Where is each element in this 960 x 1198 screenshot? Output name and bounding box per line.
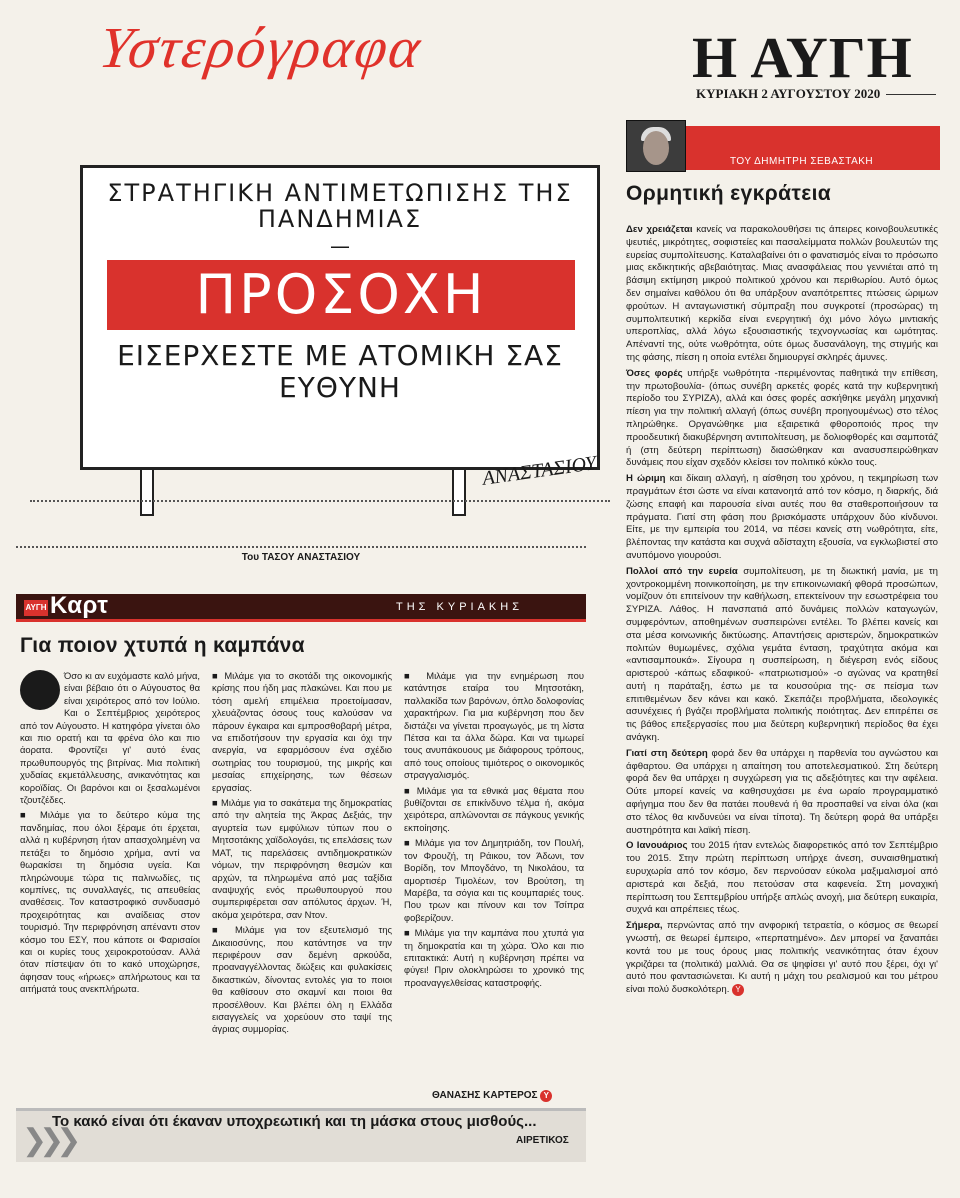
kart-column-3 (404, 670, 584, 992)
kart-header (16, 594, 586, 622)
kart-paragraph: ■ Μιλάμε για τα εθνικά μας θέματα που βυθίζονται σε επικίνδυνο τέλμα ή, ακόμα χειρότερα, απλώνονται σε πάγκους γενικής εκποίησης. (404, 784, 584, 833)
editorial-paragraph: Όσες φορές υπήρξε νωθρότητα -περιμένοντας παθητικά την επίθεση, την πρωτοβουλία- (όπως συνέβη αρκετές φορές κατά την κυβερνητική περίοδο του ΣΥΡΙΖΑ), αλλά και όσες φορές ασκήθηκε μεγάλη μηχανική πίεση για την πολιτική αλλαγή (όπως συνέβη προηγουμένως) στο τέλος πληρώθηκε. Οργανώθηκε μια εξαιρετικά φθοροποιός προς την προοδευτική διακυβέρνηση αντιπολίτευση, με δολιοφθορές και σαμποτάζ ή (στη δεύτερη περίπτωση) διασώθηκαν και ανασυσπειρώθηκαν δυνάμεις που είχαν σχεδόν κλείσει τον πολιτικό κύκλο τους. (626, 367, 938, 469)
paragraph-lead: Η ώριμη (626, 473, 666, 485)
quote-text: Το κακό είναι ότι έκαναν υποχρεωτική και τη μάσκα στους μισθούς... (52, 1113, 537, 1130)
paragraph-lead: Γιατί στη δεύτερη (626, 747, 708, 759)
editorial-body (626, 224, 938, 1000)
editorial-paragraph: Δεν χρειάζεται κανείς να παρακολουθήσει τις άπειρες κοινοβουλευτικές ψευτιές, μικρότητες, σοφιστείες και πασαλείμματα πολλών βουλευτών της ευρείας συμπολίτευσης. Καταλαβαίνει ότι ο φανατισμός είναι το πρόσωπο μιας εκδικητικής αβεβαιότητας. Μιας ανασφάλειας που γεννιέται από τη βάσιμη εκτίμηση μικρού πολιτικού χρόνου και περιθωρίου. Αυτό όμως δεν σημαίνει καθόλου ότι θα υπάρξουν αναπότρεπτες πτώσεις ώριμων φρούτων. Η ανταγωνιστική σύμπραξη που συγκροτεί (προσώρας) τη συμπολιτευτική κερκίδα είναι ενεργητική όχι μόνο λόγω μιντιακής υπεροπλίας, αλλά λόγω εξουσιαστικής τεχνογνωσίας και ωμότητας. Απέναντί της, ούτε νωθρότητα, ούτε όμως δυσανάλογη, της στιγμής και της φάσης, πίεση η οποία εντέλει δημιουργεί σκληρές άμυνες. (626, 224, 938, 363)
cartoon-sign (80, 165, 600, 470)
kart-paragraph: ■ Μιλάμε για τον εξευτελισμό της Δικαιοσύνης, που κατάντησε να την περιφέρουν σαν δεμένη αρκούδα, προαναγγέλλοντας διώξεις και φυλακίσεις δικαστικών, δίνοντας εντολές για το ποιοι θα καθίσουν στο σκαμνί και ποιοι θα προσέλθουν. Και βλέπει όλη η Ελλάδα εισαγγελείς να χορεύουν στο ταψί της άγριας συμμορίας. (212, 924, 392, 1035)
editorial-paragraph: Γιατί στη δεύτερη φορά δεν θα υπάρχει η παρθενία του αγνώστου και άφθαρτου. Θα υπάρχει η απαίτηση του αποτελεσματικού. Στη δεύτερη φορά δεν θα υπάρχει η συγχώρεση για τις αδεξιότητες και την αφέλεια. Ούτε μπορεί κανείς να καθησυχάσει με ένα ωραίο προγραμματικό αφήγημα που δεν θα πατάει πουθενά ή θα προσπαθεί να είναι όλα (και στο τέλος θα κινδυνεύει να είναι τίποτα). Τη δεύτερη φορά θα υπάρξει αυστηρότητα και λαϊκή πίεση. (626, 747, 938, 836)
editorial-paragraph: Πολλοί από την ευρεία συμπολίτευση, με τη διωκτική μανία, με τη χοντροκομμένη ποινικοποίηση, με την επικοινωνιακή φθορά προσώπων, νομίζουν ότι επιτείνουν την καθήλωση, επεκτείνουν την εσωστρέφεια του ΣΥΡΙΖΑ. Λάθος. Η πανσπατιά από δυνάμεις πολλών καταγωγών, συμφερόντων, αποθημένων συσπειρώνει εντέλει. Το βλέπει κανείς και στα μέσα κοινωνικής δικτύωσης. Απαντήσεις αριστερών, δημοκρατικών πολιτών θυμωμένες, σχόλια γεμάτα ένταση, τραχύτητα ακόμα και «αντισαμπουκά». Σίγουρα η συσπείρωση, η διέγερση ενός είδους αριστερού -κάπως εδαφικού- «πατριωτισμού» -ο αγώνας να κρατηθεί αυτή η παράταξη, έστω με τα κουσούρια της- σε πείσμα των επιτιθεμένων δεν κάνει και κακό. Σκεπάζει προβλήματα, ιδεολογικές ασυνέχειες ή βγάζει προβλήματα πολιτικής ποιότητας. Δεν επιτρέπει σε τις βάθος επεξεργασίες που μια δεύτερη κυβερνητική περίοδος θα έχει ανάγκη. (626, 565, 938, 744)
kart-signature (432, 1090, 552, 1102)
editorial-paragraph: Ο Ιανουάριος του 2015 ήταν εντελώς διαφορετικός από τον Σεπτέμβριο του 2015. Στην πρώτη περίπτωση υπήρχε άνεση, συναισθηματική ευρυχωρία από τον κόσμο, δεν περνούσαν εύκολα μαξιμαλισμοί από αριστερά και δεξιά, που πετούσαν στα καφενεία. Στη μοναχική περίπτωση του Σεπτεμβρίου υπήρξε απλώς ανοχή, μια δεύτερη ευκαιρία, συχνά και απρέπειες τέως. (626, 840, 938, 916)
newspaper-masthead: Η ΑΥΓΗ (692, 25, 913, 90)
sign-bottom-text: ΕΙΣΕΡΧΕΣΤΕ ΜΕ ΑΤΟΜΙΚΗ ΣΑΣ ΕΥΘΥΝΗ (117, 339, 563, 404)
kart-paragraph: ■ Μιλάμε για την καμπάνα που χτυπά για τη δημοκρατία και τη χώρα. Όλο και πιο επιτακτικά: Αυτή η κυβέρνηση πρέπει να φύγει! Πριν ολοκληρώσει το χρονικό της προαναγγελθείσας καταστροφής. (404, 927, 584, 988)
cartoon-credit (16, 546, 586, 563)
kart-subtitle: ΤΗΣ ΚΥΡΙΑΚΗΣ (396, 601, 524, 613)
kart-signature-text: ΘΑΝΑΣΗΣ ΚΑΡΤΕΡΟΣ (432, 1090, 538, 1101)
paragraph-lead: Σήμερα, (626, 920, 663, 932)
sign-post-left (140, 468, 154, 516)
sign-post-right (452, 468, 466, 516)
end-mark-icon: Y (732, 984, 744, 996)
editorial-paragraph: Η ώριμη και δίκαιη αλλαγή, η αίσθηση του χρόνου, η τεκμηρίωση των πραγμάτων έτσι ώστε να είναι κατανοητά από τον κόσμο, η διαρκής, διά ζώσης επαφή και παρουσία είναι αυτές που θα σταθεροποιήσουν τα πράγματα. Γιατί στη φάση που βρισκόμαστε υπάρχουν δύο κίνδυνοι. Είτε, με την εμπειρία του 2014, να πέσει κανείς στη νωθρότητα, είτε, βλέποντας την κατάστα και συχνά αδίσταχτη εξουσία, να εγκλωβιστεί στο ανυπόμονο γιουρούσι. (626, 473, 939, 561)
author-photo (626, 120, 686, 172)
drop-cap (20, 670, 60, 710)
date-rule (886, 94, 936, 95)
chevrons-icon: ❯❯❯ (22, 1124, 74, 1157)
kart-paragraph: ■ Μιλάμε για το δεύτερο κύμα της πανδημίας, που όλοι ξέραμε ότι έρχεται, αλλά η κυβέρνηση ήταν απασχολημένη να πετάξει το δημόσιο χρήμα, αντί να θωρακίσει τη δημόσια υγεία. Και πληρώνουμε τώρα τις παλινωδίες, τις κομπίνες, τις συναλλαγές, τις απευθείας αναθέσεις. Τον καταστροφικό συνδυασμό προχειρότητας και αναίδειας στον τουρισμό. Την περιφρόνηση απέναντι στον κόσμο του ΕΣΥ, που κάποτε οι Φαρισαίοι και οι κυρίες τους χειροκροτούσαν. Αλλά όταν πίστεψαν ότι το κακό υποχώρησε, άφησαν τους «ήρωες» απλήρωτους και τα αιτήματά τους ανεκπλήρωτα. (20, 809, 200, 995)
kart-headline: Για ποιον χτυπά η καμπάνα (20, 634, 305, 657)
kart-column-1 (20, 670, 200, 999)
cartoon-ground (30, 500, 610, 504)
paragraph-lead: Όσες φορές (626, 367, 683, 379)
author-photo-face (643, 131, 669, 165)
cartoonist-signature: ΑΝΑΣΤΑΣΙΟΥ (480, 452, 598, 490)
kart-paragraph: ■ Μιλάμε για το σακάτεμα της δημοκρατίας από την αλητεία της Άκρας Δεξιάς, την αγυρτεία των εμφύλιων τύπων που ο Μητσοτάκης χαϊδολογάει, τις επελάσεις των ΜΑΤ, τις παρελάσεις αντιδημοκρατικών νόμων, την περιφρόνηση θεσμών και αρχών, τα πληρωμένα από μας ταξίδια αναψυχής ενός πρωθυπουργού που συμπεριφέρεται σαν απόλυτος άρχων. Ή, ακόμα χειρότερα, σαν Ντον. (212, 797, 392, 920)
sign-dash: — (330, 234, 350, 258)
paragraph-lead: Δεν χρειάζεται (626, 224, 693, 235)
editorial-author: ΤΟΥ ΔΗΜΗΤΡΗ ΣΕΒΑΣΤΑΚΗ (730, 156, 874, 167)
end-mark-icon: Y (540, 1090, 552, 1102)
kart-paragraph: ■ Μιλάμε για τον Δημητριάδη, τον Πουλή, τον Φρουζή, τη Ράικου, τον Άδωνι, τον Βορίδη, τον Μπογδάνο, τη Νικολάου, τα αμορτισέρ Τιμολέων, τον Βρούτση, τη Μαρέβα, τα σόγια και τις κουμπαριές τους. Που τρων και πίνουν και τον Τσίπρα φοβερίζουν. (404, 837, 584, 923)
sign-warning-banner: ΠΡΟΣΟΧΗ (107, 260, 575, 330)
kart-column-2 (212, 670, 392, 1039)
sign-top-text: ΣΤΡΑΤΗΓΙΚΗ ΑΝΤΙΜΕΤΩΠΙΣΗΣ ΤΗΣ ΠΑΝΔΗΜΙΑΣ (107, 179, 573, 233)
kart-title: Καρτ (50, 592, 109, 619)
kart-logo: ΑΥΓΗ (24, 600, 48, 616)
editorial-paragraph: Σήμερα, περνώντας από την ανφορική τετραετία, ο κόσμος σε θεωρεί γνωστή, σε θεωρεί έμπειρο, «περπατημένο». Δεν μπορεί να ξαναπάει κοντά του με τους όρους μιας πολιτικής νεανικότητας όταν έχουν γκριζάρει τα (πολιτικά) μαλλιά. Θα σε ψηφίσει γι' αυτό που ξέρει, όχι γι' αυτό που φαντασιώνεται. Κι αυτή η μάχη του ρεαλισμού και του μέτρου είναι πολύ δυσκολότερη. Y (626, 920, 938, 996)
paragraph-lead: Πολλοί από την ευρεία (626, 565, 738, 577)
quote-box (16, 1108, 586, 1162)
cartoon-credit-text: Του ΤΑΣΟΥ ΑΝΑΣΤΑΣΙΟΥ (238, 552, 364, 563)
issue-date: ΚΥΡΙΑΚΗ 2 ΑΥΓΟΥΣΤΟΥ 2020 (696, 86, 881, 101)
kart-paragraph: ■ Μιλάμε για την ενημέρωση που κατάντησε εταίρα του Μητσοτάκη, παλλακίδα των βαρόνων, όπλο δολοφονίας χαρακτήρων. Για μια κυβέρνηση που δεν διστάζει να γίνεται προαγωγός, με τη λίστα Πέτσα και τα άλλα δώρα. Και να τιμωρεί τους ανυπάκουους με διάφορους τρόπους, από τους οποίους τιμιότερος ο οικονομικός στραγγαλισμός. (404, 670, 584, 781)
quote-author: ΑΙΡΕΤΙΚΟΣ (516, 1135, 569, 1146)
editorial-headline: Ορμητική εγκράτεια (626, 182, 832, 205)
section-title: Υστερόγραφα (95, 15, 427, 80)
paragraph-lead: Ο Ιανουάριος (626, 840, 688, 852)
kart-paragraph: ■ Μιλάμε για το σκοτάδι της οικονομικής κρίσης που ήδη μας πλακώνει. Και που με τόση αμελή επιμέλεια προετοίμασαν, χλευάζοντας όσους τους καλούσαν να πάρουν έγκαιρα και εμπροσθοβαρή μέτρα, να επιδοτήσουν την εργασία και όχι την ανεργία, να εφαρμόσουν ένα σχέδιο σωτηρίας του τουρισμού, της μικρής και μεσαίας επιχείρησης, των θέσεων εργασίας. (212, 670, 392, 793)
kart-paragraph: Όσο κι αν ευχόμαστε καλό μήνα, είναι βέβαιο ότι ο Αύγουστος θα είναι χειρότερος από τον Ιούλιο. Και ο Σεπτέμβριος χειρότερος από τον Αύγουστο. Η κατηφόρα γίνεται όλο και πιο ορατή και τα φρένα όλο και πιο άορατα. Φροντίζει γι' αυτό ένας πρωθυπουργός της βιτρίνας. Μια πολιτική χυδαίας εκμετάλλευσης, ανικανότητας και κοροϊδίας. Οι βαρόνοι και οι ξεσαλωμένοι τζουτζέδες. (20, 670, 200, 806)
